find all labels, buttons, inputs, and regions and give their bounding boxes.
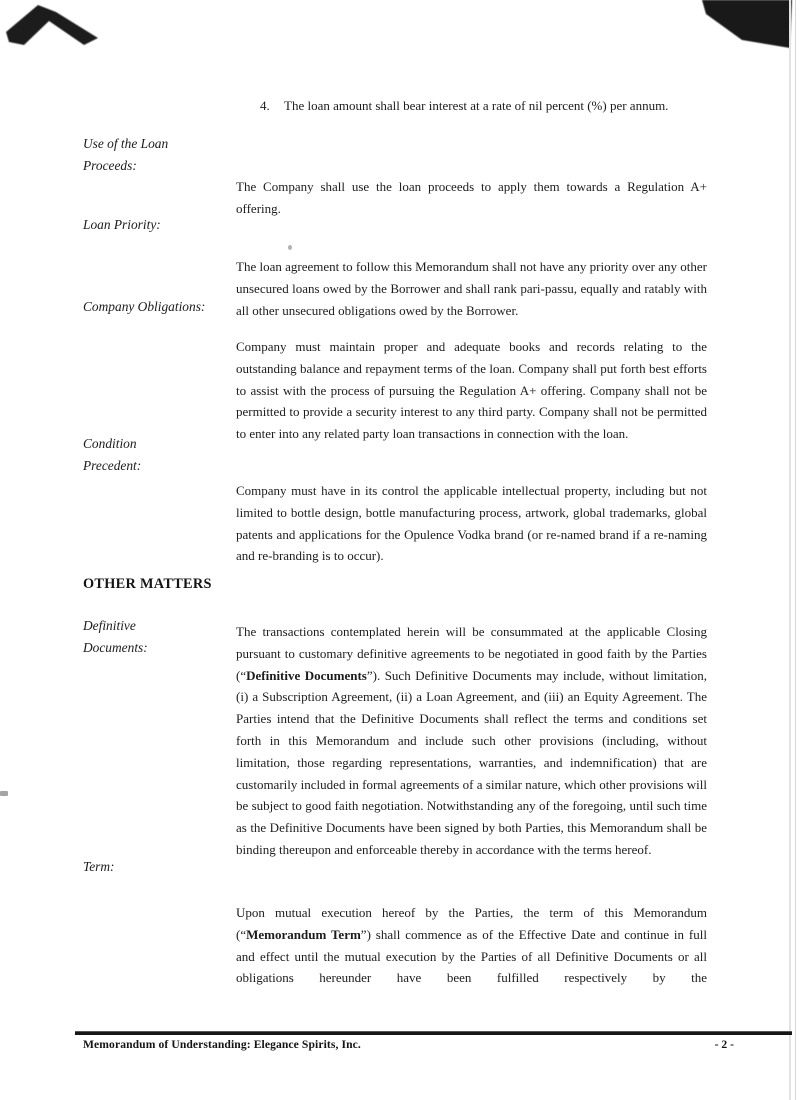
margin-label-term: Term: [83, 859, 115, 874]
list-item-4 [260, 95, 707, 117]
scan-artifact-speck [288, 245, 292, 250]
margin-label-loan-priority: Loan Priority: [83, 217, 161, 232]
paragraph-loan-priority: The loan agreement to follow this Memorandum shall not have any priority over any other unsecured loans owed by the Borrower and shall rank pari-passu, equally and ratably with all other unsecured obligations owed by the Borrower. [236, 259, 707, 318]
paragraph-company-obligations: Company must maintain proper and adequate books and records relating to the outstanding balance and repayment terms of the loan. Company shall put forth best efforts to assist with the process of pursuing the Regulation A+ offering. Company shall not be permitted to provide a security interest to any third party. Company shall not be permitted to enter into any related party loan transactions in connection with the loan. [236, 339, 707, 442]
section-heading-other-matters: OTHER MATTERS [83, 576, 212, 592]
paragraph-term: Upon mutual execution hereof by the Parties, the term of this Memorandum (“Memorandum Term”) shall commence as of the Effective Date and continue in full and effect until the mutual execution by the Parties of all Definitive Documents or all obligations hereunder have been fulfilled respectively by the [236, 905, 707, 986]
scan-artifact-left-tick [0, 791, 8, 796]
margin-label-definitive-documents: Definitive Documents: [83, 618, 148, 655]
scan-edge-line [789, 0, 791, 1100]
footer-page-number: - 2 - [714, 1038, 734, 1051]
paragraph-use-of-loan-proceeds: The Company shall use the loan proceeds to apply them towards a Regulation A+ offering. [236, 179, 707, 216]
list-item-4-text: The loan amount shall bear interest at a rate of nil percent (%) per annum. [284, 98, 669, 113]
margin-label-company-obligations: Company Obligations: [83, 299, 206, 314]
paragraph-definitive-documents: The transactions contemplated herein will be consummated at the applicable Closing pursuant to customary definitive agreements to be negotiated in good faith by the Parties (“Definitive Documents”). Such Definitive Documents may include, without limitation, (i) a Subscription Agreement, (ii) a Loan Agreement, and (iii) an Equity Agreement. The Parties intend that the Definitive Documents shall reflect the terms and conditions set forth in this Memorandum and include such other provisions (including, without limitation, those regarding representations, warranties, and indemnification) that are customarily included in formal agreements of a similar nature, which other provisions will be subject to good faith negotiation. Notwithstanding any of the foregoing, until such time as the Definitive Documents have been signed by both Parties, this Memorandum shall be binding thereupon and enforceable thereby in accordance with the terms hereof. [236, 624, 707, 857]
scan-artifact-top-left [4, 0, 104, 48]
margin-label-use-of-loan-proceeds: Use of the Loan Proceeds: [83, 136, 169, 173]
footer-rule [75, 1031, 792, 1035]
scan-artifact-top-right [686, 0, 794, 52]
margin-label-condition-precedent: Condition Precedent: [83, 436, 142, 473]
scan-edge-line-faint [795, 0, 796, 1100]
footer-title: Memorandum of Understanding: Elegance Spirits, Inc. [83, 1038, 361, 1051]
list-item-4-marker: 4. [260, 98, 270, 113]
paragraph-condition-precedent: Company must have in its control the applicable intellectual property, including but not limited to bottle design, bottle manufacturing process, artwork, global trademarks, global patents and applications for the Opulence Vodka brand (or re-named brand if a re-naming and re-branding is to occur). [236, 483, 707, 564]
